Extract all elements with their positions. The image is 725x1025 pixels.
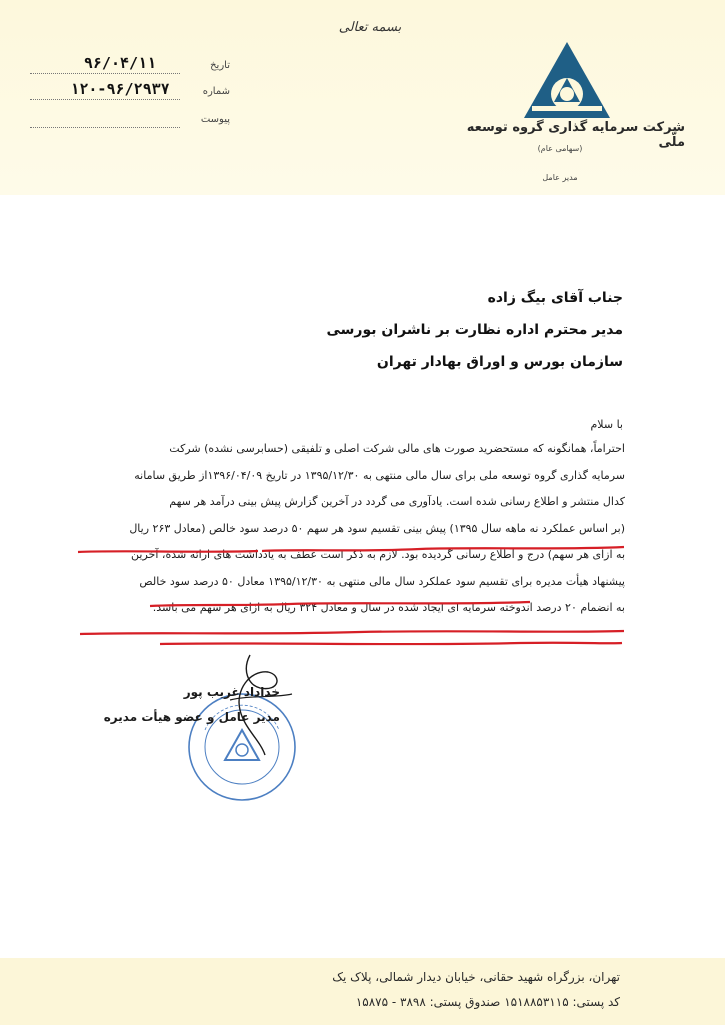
signer-name: خداداد غریب پور [183,685,280,699]
attachment-row [30,112,230,134]
body-line: احتراماً، همانگونه که مستحضرید صورت های مالی شرکت اصلی و تلفیقی (حسابرسی نشده) شرکت [169,442,625,455]
underline-mark [160,643,622,644]
date-label: تاریخ [210,60,230,71]
number-label: شماره [202,86,230,97]
attachment-dots [30,127,180,128]
number-dots [30,99,180,100]
footer-band [0,958,725,1025]
number-value: ۱۲۰-۹۶/۲۹۳۷ [70,80,170,98]
body-line: به انضمام ۲۰ درصد اندوخته سرمایه ای ایجاد شده در سال و معادل ۳۲۴ ریال به ازای هر سهم می باشد. [152,601,625,614]
company-type: (سهامی عام) [537,144,583,153]
ceo-label: مدیر عامل [542,173,578,182]
underline-mark [80,631,624,634]
recipient-name: جناب آقای بیگ زاده [487,290,623,306]
body-line: به ازای هر سهم) درج و اطلاع رسانی گردیده بود. لازم به ذکر است عطف به یادداشت های ارائه شده، آخرین [131,548,625,561]
greeting: با سلام [590,418,623,431]
date-dots [30,73,180,74]
footer-postal: کد پستی: ۱۵۱۸۸۵۳۱۱۵ صندوق پستی: ۳۸۹۸ - ۱۵۸۷۵ [355,995,620,1009]
number-row [30,80,230,106]
recipient-title: مدیر محترم اداره نظارت بر ناشران بورسی [326,322,623,338]
letter-body [80,436,625,622]
company-name: شرکت سرمایه گذاری گروه توسعه ملّی [466,120,685,150]
body-line: (بر اساس عملکرد نه ماهه سال ۱۳۹۵) پیش بینی تقسیم سود هر سهم ۵۰ درصد سود خالص (معادل ۲۶۳ ریال [129,521,625,535]
recipient-organization: سازمان بورس و اوراق بهادار تهران [376,354,623,370]
company-logo-icon [522,40,612,120]
footer-address: تهران، بزرگراه شهید حقانی، خیابان دیدار شمالی، پلاک یک [332,970,620,984]
attachment-label: پیوست [200,114,230,125]
signature-icon [220,650,300,760]
body-line: کدال منتشر و اطلاع رسانی شده است. یادآوری می گردد در آخرین گزارش پیش بینی درآمد هر سهم [169,495,625,508]
date-row [30,54,230,80]
bismillah-text: بسمه تعالی [338,20,402,35]
date-value: ۹۶/۰۴/۱۱ [83,54,157,72]
body-line: سرمایه گذاری گروه توسعه ملی برای سال مالی منتهی به ۱۳۹۵/۱۲/۳۰ در تاریخ ۱۳۹۶/۰۴/۰۹از طریق سامانه [134,468,625,482]
signer-title: مدیر عامل و عضو هیأت مدیره [103,710,280,724]
body-line: پیشنهاد هیأت مدیره برای تقسیم سود عملکرد سال مالی منتهی به ۱۳۹۵/۱۲/۳۰ معادل ۵۰ درصد سود خالص [139,574,625,588]
